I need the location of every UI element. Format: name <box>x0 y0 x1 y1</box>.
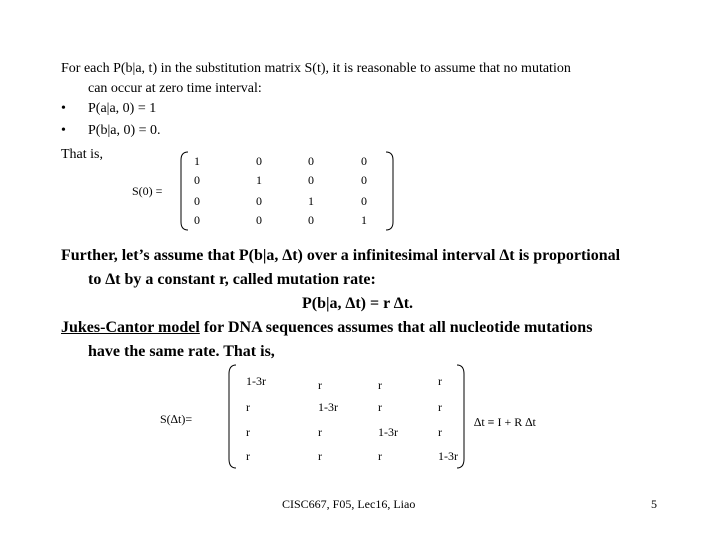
sdt-label: S(∆t)= <box>160 412 193 426</box>
intro-line-1: For each P(b|a, t) in the substitution matrix S(t), it is reasonable to assume that no mutation <box>61 61 571 76</box>
page-number: 5 <box>651 497 657 511</box>
bullet-marker-2: • <box>61 123 66 138</box>
approximation-formula: ∆t ≡ I + R ∆t <box>474 415 536 429</box>
s0-cell: 1 <box>308 194 314 208</box>
sdt-cell: r <box>438 425 442 439</box>
sdt-cell: r <box>318 425 322 439</box>
bullet-marker-1: • <box>61 101 66 116</box>
s0-cell: 0 <box>256 194 262 208</box>
s0-cell: 0 <box>194 213 200 227</box>
sdt-cell: r <box>378 449 382 463</box>
s0-cell: 1 <box>194 154 200 168</box>
bullet-2-text: P(b|a, 0) = 0. <box>88 123 161 138</box>
sdt-cell: r <box>246 400 250 414</box>
slide-footer: CISC667, F05, Lec16, Liao <box>282 497 416 511</box>
s0-cell: 0 <box>194 173 200 187</box>
sdt-cell: 1-3r <box>246 374 266 388</box>
jukes-cantor-description: for DNA sequences assumes that all nucleotide mutations <box>199 319 593 336</box>
jukes-cantor-term: Jukes-Cantor model <box>61 319 200 336</box>
s0-left-bracket <box>180 152 190 230</box>
sdt-left-bracket <box>228 365 238 468</box>
that-is-label: That is, <box>61 147 103 162</box>
s0-cell: 0 <box>361 194 367 208</box>
sdt-cell: 1-3r <box>318 400 338 414</box>
s0-cell: 0 <box>256 154 262 168</box>
sdt-cell: 1-3r <box>438 449 458 463</box>
sdt-cell: r <box>318 449 322 463</box>
s0-cell: 1 <box>256 173 262 187</box>
further-line-2: to ∆t by a constant r, called mutation rate: <box>88 271 376 288</box>
sdt-cell: r <box>246 449 250 463</box>
sdt-cell: r <box>378 400 382 414</box>
sdt-cell: r <box>318 378 322 392</box>
sdt-cell: 1-3r <box>378 425 398 439</box>
bullet-1-text: P(a|a, 0) = 1 <box>88 101 157 116</box>
s0-cell: 0 <box>308 213 314 227</box>
s0-cell: 0 <box>361 173 367 187</box>
sdt-cell: r <box>378 378 382 392</box>
s0-cell: 0 <box>194 194 200 208</box>
s0-cell: 0 <box>256 213 262 227</box>
sdt-cell: r <box>438 374 442 388</box>
s0-cell: 0 <box>308 154 314 168</box>
rate-formula: P(b|a, ∆t) = r ∆t. <box>302 295 414 312</box>
further-line-1: Further, let’s assume that P(b|a, ∆t) over a infinitesimal interval ∆t is proportional <box>61 247 621 264</box>
sdt-cell: r <box>246 425 250 439</box>
s0-cell: 0 <box>361 154 367 168</box>
jukes-cantor-line-2: have the same rate. That is, <box>88 343 275 360</box>
s0-right-bracket <box>384 152 394 230</box>
sdt-cell: r <box>438 400 442 414</box>
s0-label: S(0) = <box>132 184 163 198</box>
s0-cell: 1 <box>361 213 367 227</box>
jukes-cantor-line-1 <box>61 316 592 340</box>
s0-cell: 0 <box>308 173 314 187</box>
intro-line-2: can occur at zero time interval: <box>88 81 262 96</box>
